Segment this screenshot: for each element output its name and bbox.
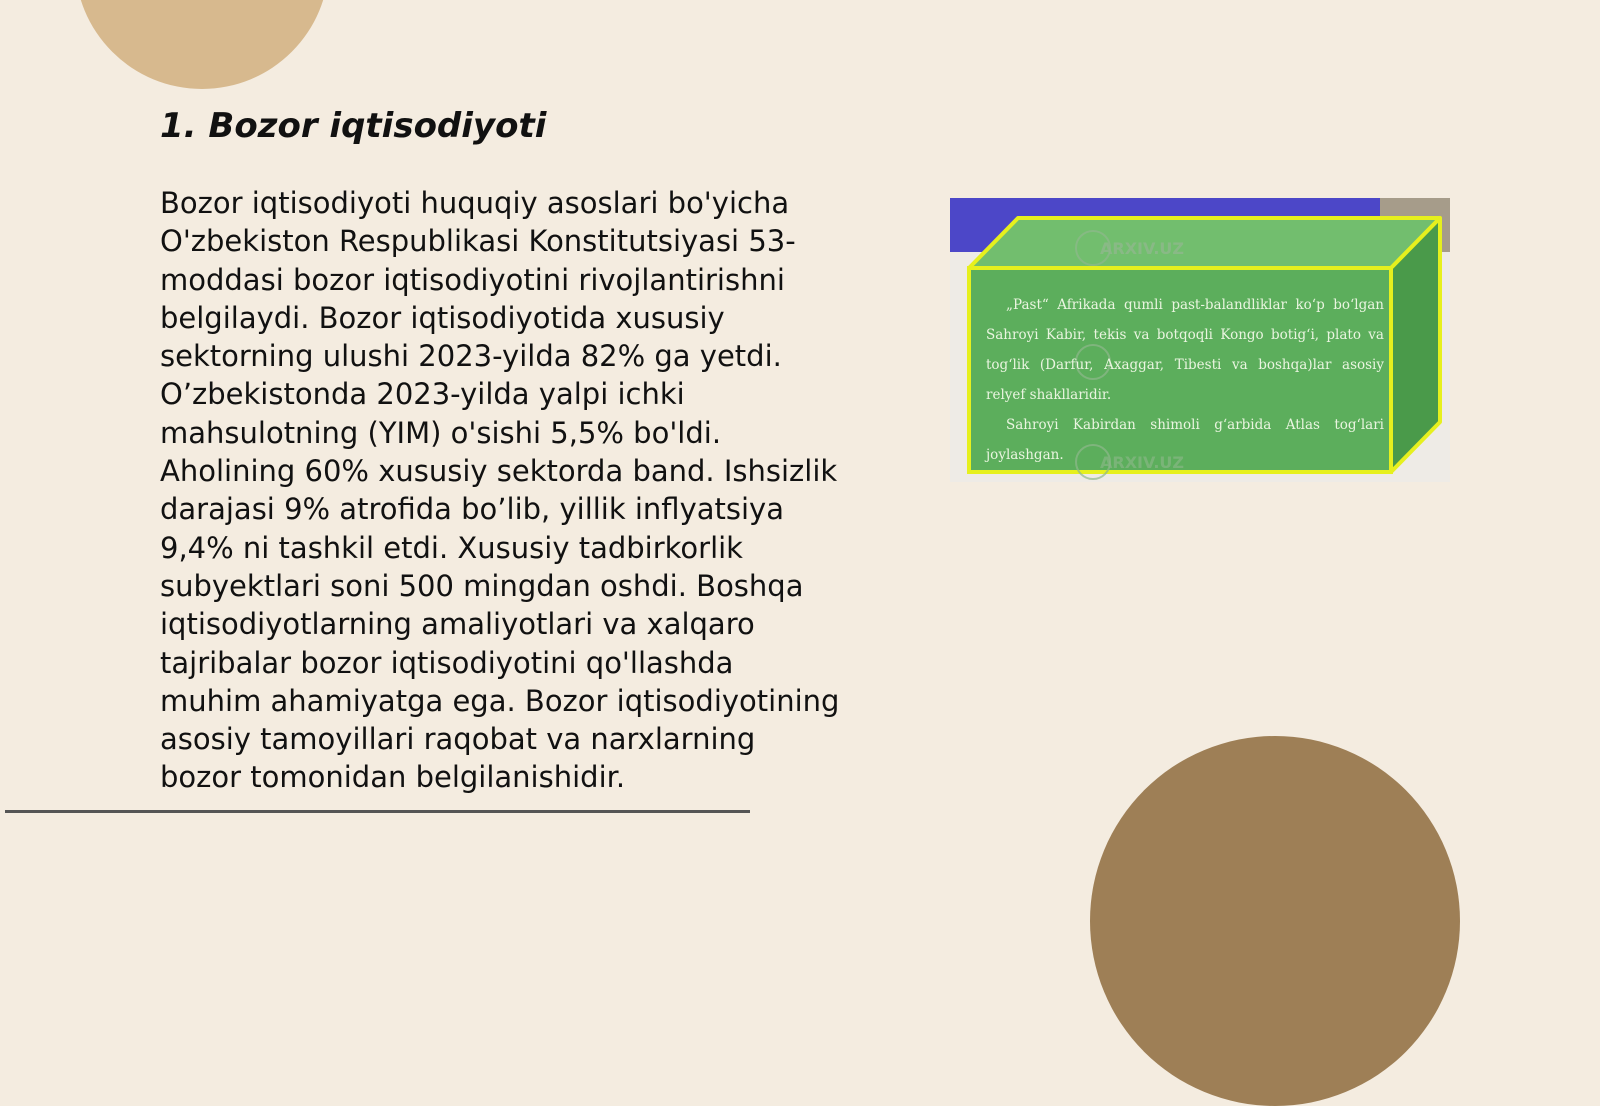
figure-text: [986, 290, 1384, 470]
slide-body-text: Bozor iqtisodiyoti huquqiy asoslari bo'yicha O'zbekiston Respublikasi Konstitutsiyasi 53-moddasi bozor iqtisodiyotini rivojlantirishni belgilaydi. Bozor iqtisodiyotida xususiy sektorning ulushi 2023-yilda 82% ga yetdi. O’zbekistonda 2023-yilda yalpi ichki mahsulotning (YIM) o'sishi 5,5% bo'ldi. Aholining 60% xususiy sektorda band. Ishsizlik darajasi 9% atrofida bo’lib, yillik inflyatsiya 9,4% ni tashkil etdi. Xususiy tadbirkorlik subyektlari soni 500 mingdan oshdi. Boshqa iqtisodiyotlarning amaliyotlari va xalqaro tajribalar bozor iqtisodiyotini qo'llashda muhim ahamiyatga ega. Bozor iqtisodiyotining asosiy tamoyillari raqobat va narxlarning bozor tomonidan belgilanishidir.: [160, 186, 840, 795]
watermark-text-bottom: ARXIV.UZ: [1100, 453, 1184, 472]
figure-paragraph-1: „Past“ Afrikada qumli past-balandliklar ko‘p bo‘lgan Sahroyi Kabir, tekis va botqoqli Kongo botig‘i, plato va tog‘lik (Darfur, Axaggar, Tibesti va boshqa)lar asosiy relyef shakllaridir.: [986, 297, 1384, 403]
textbook-excerpt-image: [950, 198, 1450, 482]
decorative-circle-top: [75, 0, 329, 89]
watermark-text: ARXIV.UZ: [1100, 239, 1184, 258]
decorative-circle-bottom: [1090, 736, 1460, 1106]
divider-line: [5, 810, 750, 813]
figure-paragraph-2: Sahroyi Kabirdan shimoli g‘arbida Atlas tog‘lari joylashgan.: [986, 417, 1384, 463]
slide-title: 1. Bozor iqtisodiyoti: [160, 106, 547, 146]
